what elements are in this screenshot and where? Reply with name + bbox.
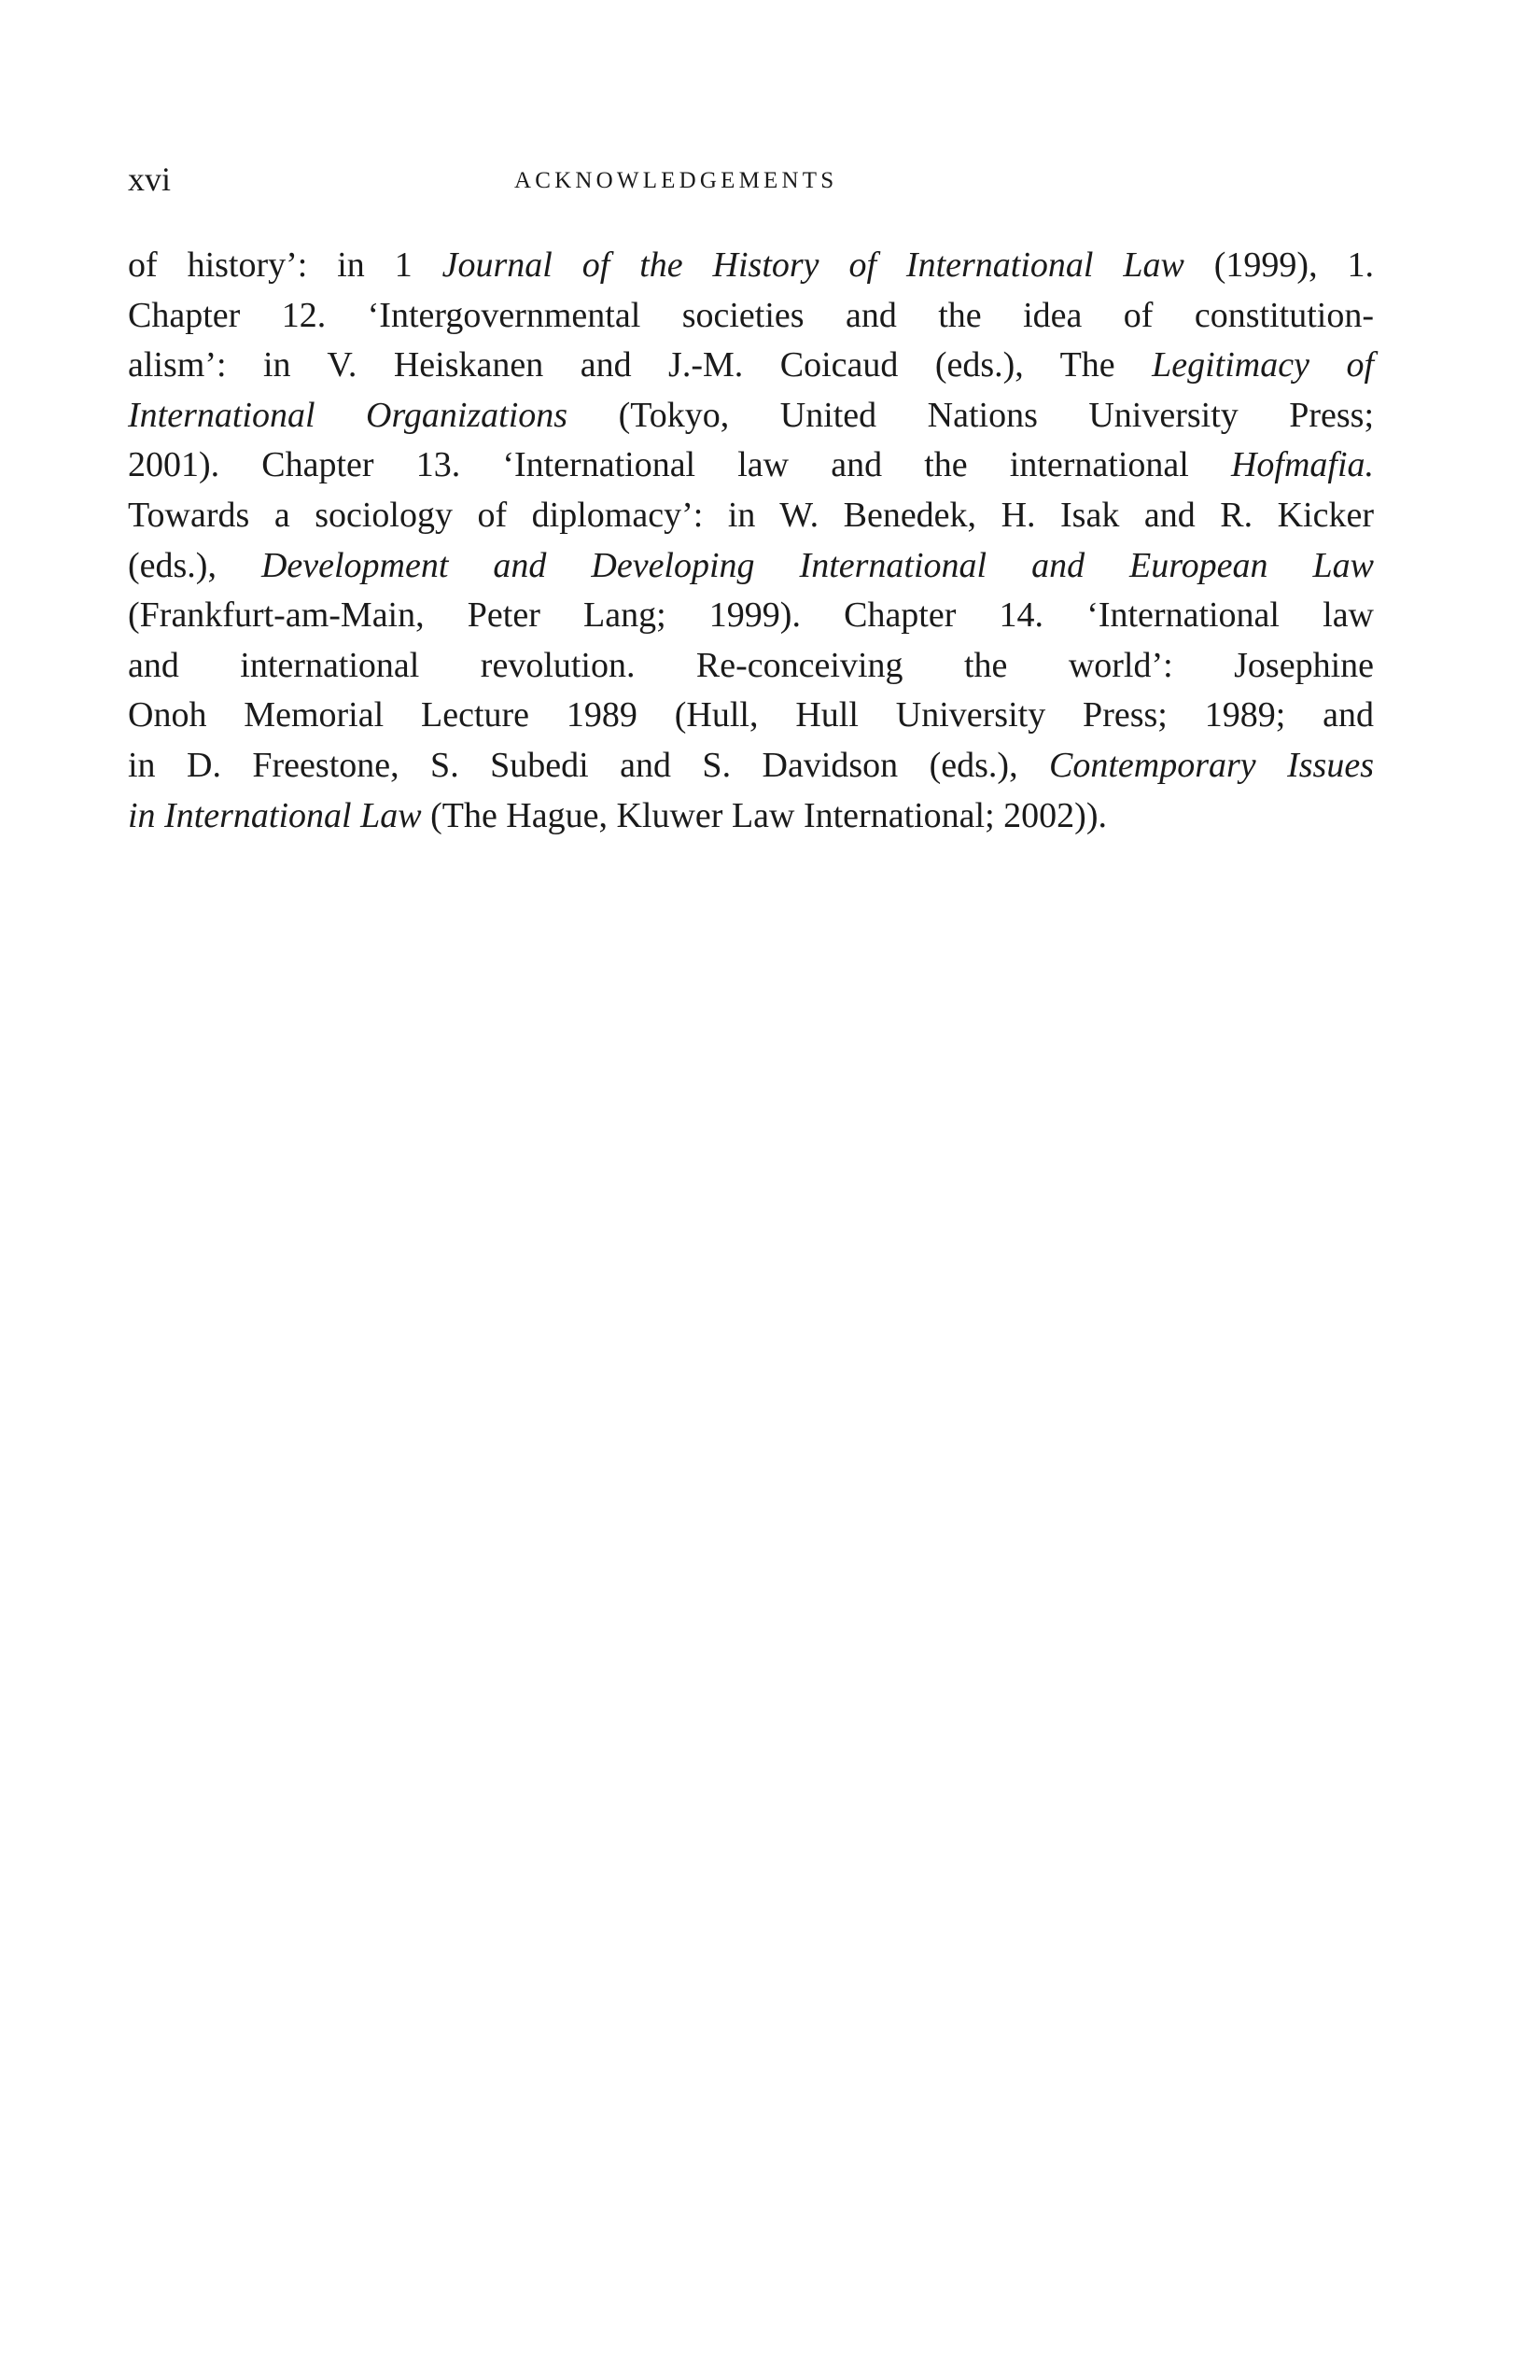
acknowledgements-body bbox=[128, 241, 1374, 841]
book-title: Contemporary Issues bbox=[1049, 745, 1374, 785]
book-title: Development and Developing International and European Law bbox=[260, 545, 1374, 585]
journal-title: Journal of the History of International Law bbox=[441, 245, 1184, 285]
text-segment: (The Hague, Kluwer Law International; 2002)). bbox=[421, 795, 1107, 835]
text-line bbox=[128, 691, 1374, 741]
text-line bbox=[128, 391, 1374, 441]
running-title: ACKNOWLEDGEMENTS bbox=[514, 168, 838, 193]
text-segment: Chapter 12. ‘Intergovernmental societies and the idea of constitution- bbox=[128, 295, 1374, 335]
text-segment: (eds.), bbox=[128, 545, 261, 585]
text-segment: Towards a sociology of diplomacy’: in W. Benedek, H. Isak and R. Kicker bbox=[128, 495, 1374, 535]
text-line bbox=[128, 541, 1374, 592]
text-segment: of history’: in 1 bbox=[128, 245, 442, 285]
text-line bbox=[128, 291, 1374, 342]
text-segment: (1999), 1. bbox=[1183, 245, 1374, 285]
text-line bbox=[128, 791, 1374, 842]
book-title: Legitimacy of bbox=[1152, 345, 1374, 385]
book-title: International Organizations bbox=[128, 395, 568, 435]
text-line bbox=[128, 591, 1374, 641]
italic-term: Hofmafia. bbox=[1230, 445, 1374, 485]
text-line bbox=[128, 641, 1374, 692]
text-line bbox=[128, 341, 1374, 391]
text-line bbox=[128, 241, 1374, 291]
page-number: xvi bbox=[128, 161, 172, 198]
running-head bbox=[128, 159, 1374, 200]
text-segment: Onoh Memorial Lecture 1989 (Hull, Hull University Press; 1989; and bbox=[128, 695, 1374, 735]
book-title: in International Law bbox=[128, 795, 422, 835]
text-segment: and international revolution. Re-conceiving the world’: Josephine bbox=[128, 645, 1374, 685]
text-segment: alism’: in V. Heiskanen and J.-M. Coicaud (eds.), The bbox=[128, 345, 1153, 385]
text-segment: (Tokyo, United Nations University Press; bbox=[567, 395, 1375, 435]
text-segment: in D. Freestone, S. Subedi and S. Davidson (eds.), bbox=[128, 745, 1050, 785]
text-line bbox=[128, 741, 1374, 791]
text-line bbox=[128, 441, 1374, 491]
text-segment: 2001). Chapter 13. ‘International law and the international bbox=[128, 445, 1231, 485]
text-segment: (Frankfurt-am-Main, Peter Lang; 1999). Chapter 14. ‘International law bbox=[128, 595, 1374, 636]
text-line bbox=[128, 491, 1374, 541]
